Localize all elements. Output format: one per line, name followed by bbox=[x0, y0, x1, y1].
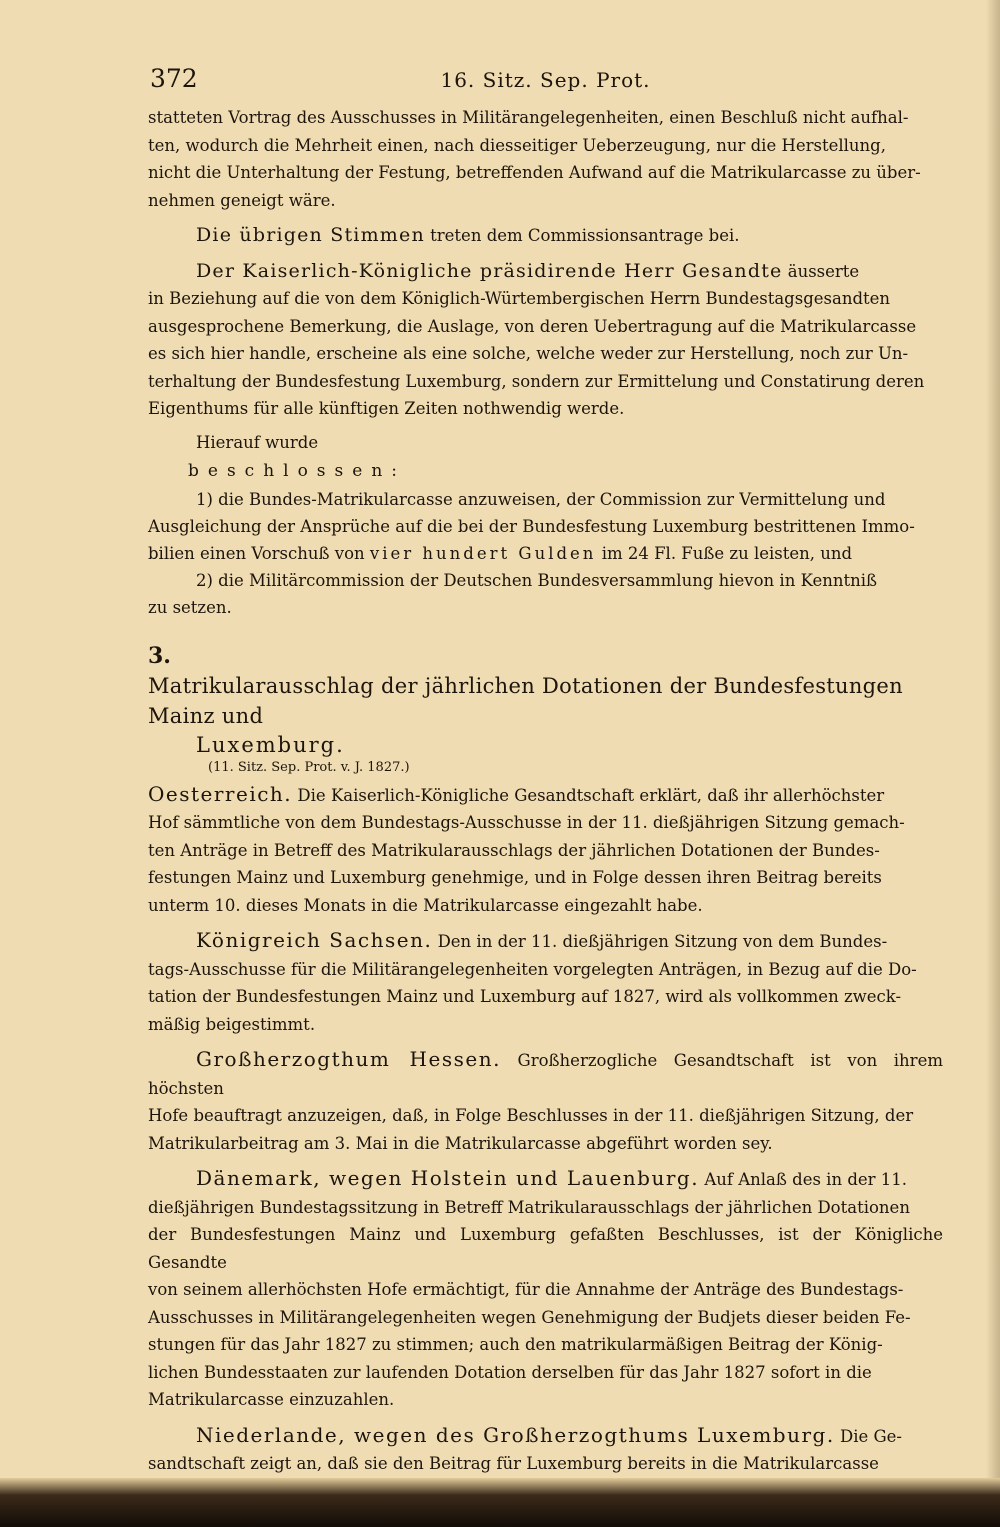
line: im 24 Fl. Fuße zu leisten, und bbox=[601, 543, 853, 563]
speaker-heading: Der Kaiserlich-Königliche präsidirende Herr Gesandte bbox=[196, 259, 783, 282]
line: bilien einen Vorschuß von bbox=[148, 543, 365, 563]
line: von seinem allerhöchsten Hofe ermächtigt, für die Annahme der Anträge des Bundestags- bbox=[148, 1280, 904, 1299]
line: Hof sämmtliche von dem Bundestags-Ausschusse in der 11. dießjährigen Sitzung gemach- bbox=[148, 813, 905, 832]
line: statteten Vortrag des Ausschusses in Militärangelegenheiten, einen Beschluß nicht aufhal- bbox=[148, 108, 909, 127]
section-number: 3. bbox=[148, 642, 171, 669]
line: dießjährigen Bundestagssitzung in Betreff Matrikularausschlags der jährlichen Dotationen bbox=[148, 1197, 910, 1217]
paragraph-daenemark bbox=[148, 1165, 943, 1414]
line: in Beziehung auf die von dem Königlich-Würtembergischen Herrn Bundestagsgesandten bbox=[148, 289, 891, 308]
paragraph-sachsen bbox=[148, 927, 943, 1038]
line: es sich hier handle, erscheine als eine solche, welche weder zur Herstellung, noch zur Un- bbox=[148, 344, 909, 363]
page-number: 372 bbox=[150, 64, 198, 93]
paragraph-continuation bbox=[148, 104, 943, 214]
line: Großherzogliche Gesandtschaft ist von ihrem höchsten bbox=[148, 1051, 943, 1098]
speaker-heading: Die übrigen Stimmen bbox=[196, 224, 425, 246]
beschlossen-heading: beschlossen: bbox=[188, 460, 406, 481]
state-heading: Dänemark, wegen Holstein und Lauenburg. bbox=[196, 1166, 700, 1190]
paragraph-other-votes bbox=[148, 222, 943, 250]
scan-bottom-edge bbox=[0, 1478, 1000, 1527]
line: Auf Anlaß des in der 11. bbox=[704, 1170, 908, 1189]
hierauf-line: Hierauf wurde bbox=[196, 432, 319, 452]
line: sandtschaft zeigt an, daß sie den Beitrag für Luxemburg bereits in die Matrikularcasse bbox=[148, 1454, 879, 1473]
line: äusserte bbox=[787, 261, 860, 281]
paragraph-presiding-envoy bbox=[148, 258, 943, 423]
text-block bbox=[148, 58, 943, 1508]
line: 1) die Bundes-Matrikularcasse anzuweisen, der Commission zur Vermittelung und bbox=[196, 489, 886, 509]
line: festungen Mainz und Luxemburg genehmige, und in Folge dessen ihren Beitrag bereits bbox=[148, 868, 882, 887]
running-head: 16. Sitz. Sep. Prot. bbox=[440, 68, 651, 92]
line: Matrikularbeitrag am 3. Mai in die Matrikularcasse abgeführt worden sey. bbox=[148, 1133, 773, 1153]
line: terhaltung der Bundesfestung Luxemburg, sondern zur Ermittelung und Constatirung deren bbox=[148, 371, 925, 391]
state-heading: Oesterreich. bbox=[148, 781, 293, 806]
line: ten, wodurch die Mehrheit einen, nach diesseitiger Ueberzeugung, nur die Herstellung, bbox=[148, 135, 886, 155]
line: stungen für das Jahr 1827 zu stimmen; auch den matrikularmäßigen Beitrag der König- bbox=[148, 1335, 883, 1354]
line: mäßig beigestimmt. bbox=[148, 1014, 316, 1034]
line: der Bundesfestungen Mainz und Luxemburg gefaßten Beschlusses, ist der Königliche Gesandte bbox=[148, 1225, 943, 1272]
line: lichen Bundesstaaten zur laufenden Dotation derselben für das Jahr 1827 sofort in die bbox=[148, 1362, 872, 1382]
line: tags-Ausschusse für die Militärangelegenheiten vorgelegten Anträgen, in Bezug auf die Do- bbox=[148, 959, 917, 979]
line: Eigenthums für alle künftigen Zeiten nothwendig werde. bbox=[148, 399, 625, 418]
paragraph-hessen bbox=[148, 1046, 943, 1157]
line: treten dem Commissionsantrage bei. bbox=[430, 226, 740, 245]
line: nicht die Unterhaltung der Festung, betreffenden Aufwand auf die Matrikularcasse zu über- bbox=[148, 163, 921, 182]
section-title: Matrikularausschlag der jährlichen Dotationen der Bundesfestungen Mainz und bbox=[148, 673, 903, 728]
line: nehmen geneigt wäre. bbox=[148, 190, 336, 210]
page-edge-shadow bbox=[986, 0, 1000, 1478]
line: ausgesprochene Bemerkung, die Auslage, von deren Uebertragung auf die Matrikularcasse bbox=[148, 316, 917, 336]
line: Ausschusses in Militärangelegenheiten wegen Genehmigung der Budjets dieser beiden Fe- bbox=[148, 1307, 911, 1327]
line: 2) die Militärcommission der Deutschen Bundesversammlung hievon in Kenntniß bbox=[196, 570, 878, 590]
emphasized-amount: vier hundert Gulden bbox=[369, 543, 597, 563]
section-reference: (11. Sitz. Sep. Prot. v. J. 1827.) bbox=[208, 759, 410, 775]
line: Die Kaiserlich-Königliche Gesandtschaft erklärt, daß ihr allerhöchster bbox=[297, 785, 885, 805]
line: tation der Bundesfestungen Mainz und Luxemburg auf 1827, wird als vollkommen zweck- bbox=[148, 987, 902, 1006]
line: Die Ge- bbox=[839, 1426, 903, 1446]
line: Hofe beauftragt anzuzeigen, daß, in Folge Beschlusses in der 11. dießjährigen Sitzung, der bbox=[148, 1106, 914, 1125]
paragraph-oesterreich bbox=[148, 781, 943, 920]
line: zu setzen. bbox=[148, 597, 232, 617]
resolution-item-1 bbox=[148, 486, 943, 567]
line: Matrikularcasse einzuzahlen. bbox=[148, 1390, 395, 1409]
line: Den in der 11. dießjährigen Sitzung von dem Bundes- bbox=[437, 932, 888, 951]
line: ten Anträge in Betreff des Matrikularausschlags der jährlichen Dotationen der Bundes- bbox=[148, 840, 880, 860]
line: unterm 10. dieses Monats in die Matrikularcasse eingezahlt habe. bbox=[148, 895, 703, 915]
line: Ausgleichung der Ansprüche auf die bei der Bundesfestung Luxemburg bestrittenen Immo- bbox=[148, 516, 915, 536]
state-heading: Niederlande, wegen des Großherzogthums Luxemburg. bbox=[196, 1422, 835, 1447]
resolution-item-2 bbox=[148, 567, 943, 621]
page-header bbox=[148, 58, 943, 104]
section-title-continued: Luxemburg. bbox=[196, 732, 345, 757]
state-heading: Königreich Sachsen. bbox=[196, 928, 433, 952]
state-heading: Großherzogthum Hessen. bbox=[196, 1047, 501, 1071]
